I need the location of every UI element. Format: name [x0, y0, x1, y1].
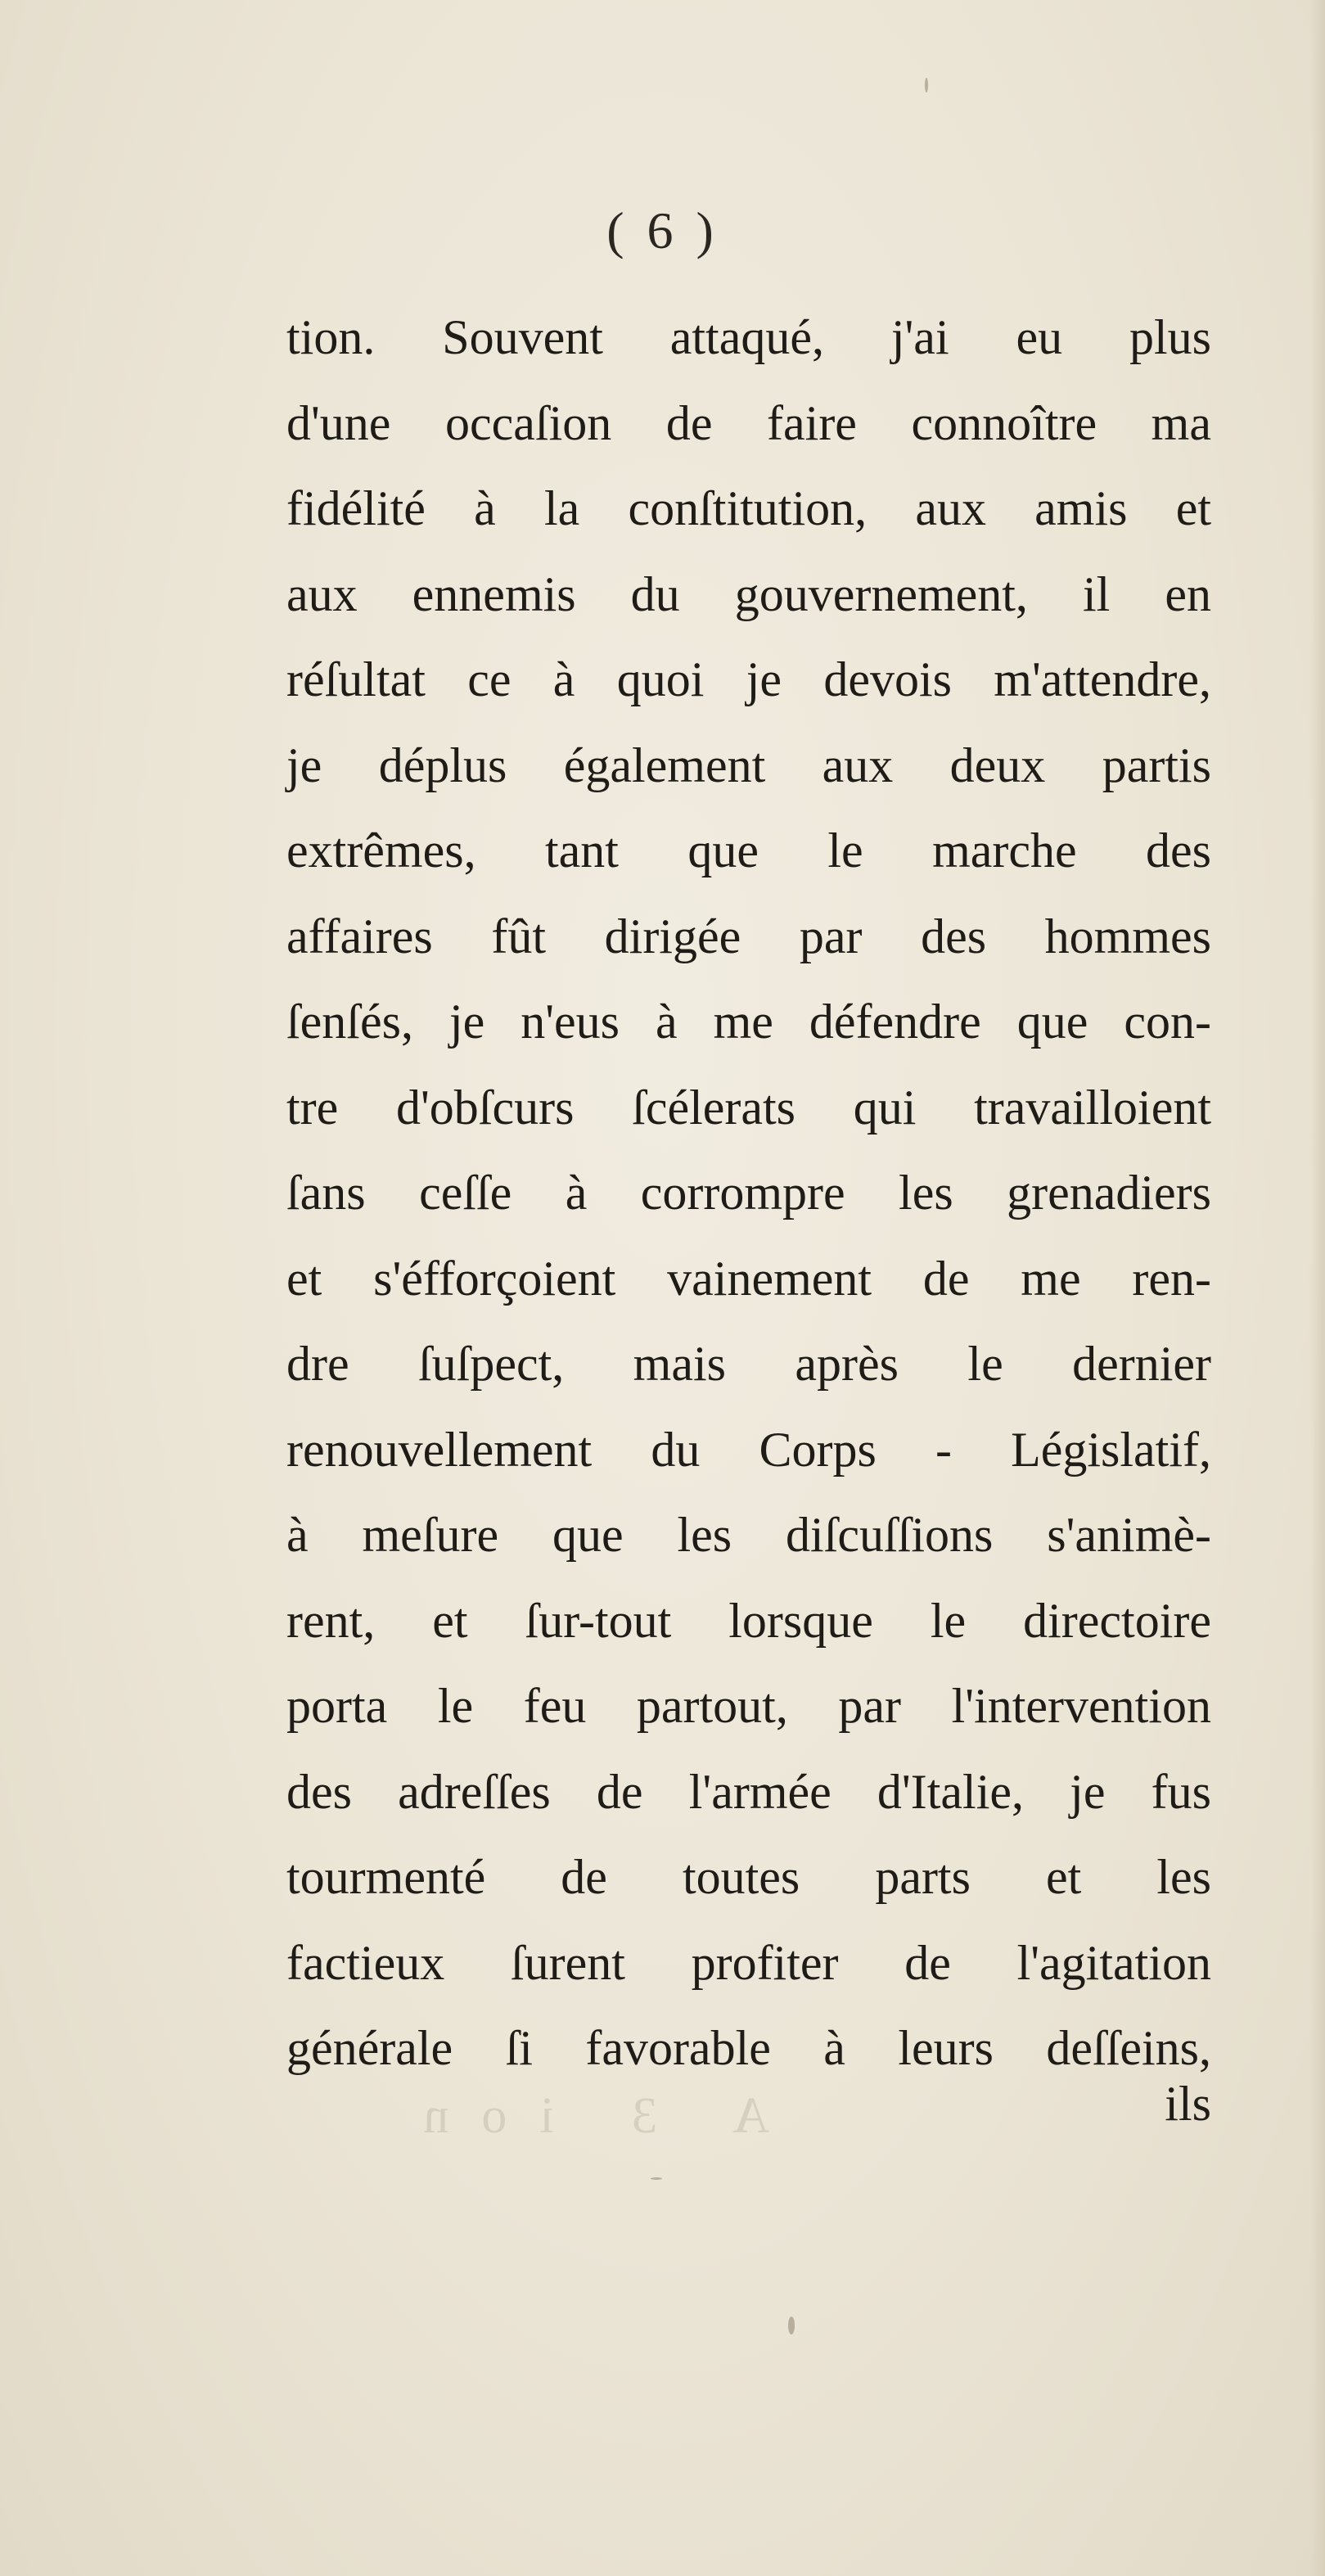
- text-line: tre d'obſcurs ſcélerats qui travailloient: [286, 1080, 1211, 1135]
- text-line: affaires fût dirigée par des hommes: [286, 909, 1211, 963]
- text-line: ſans ceſſe à corrompre les grenadiers: [286, 1166, 1211, 1220]
- text-line: et s'éfforçoient vainement de me ren-: [286, 1251, 1211, 1306]
- text-line: d'une occaſion de faire connoître ma: [286, 395, 1211, 450]
- text-line: des adreſſes de l'armée d'Italie, je fus: [286, 1764, 1211, 1819]
- text-line: tion. Souvent attaqué, j'ai eu plus: [286, 310, 1211, 364]
- show-through-text: A 3 ion: [390, 2088, 769, 2144]
- catchword: ils: [1165, 2077, 1211, 2131]
- text-line: fidélité à la conſtitution, aux amis et: [286, 481, 1211, 535]
- text-line: générale ſi favorable à leurs deſſeins,: [286, 2021, 1211, 2075]
- text-line: ſenſés, je n'eus à me défendre que con-: [286, 995, 1211, 1049]
- paper-speck: [651, 2177, 662, 2180]
- paper-speck: [788, 2317, 795, 2335]
- body-text: [286, 295, 1211, 2091]
- text-line: tourmenté de toutes parts et les: [286, 1850, 1211, 1904]
- text-line: renouvellement du Corps - Législatif,: [286, 1422, 1211, 1477]
- text-line: extrêmes, tant que le marche des: [286, 823, 1211, 877]
- text-line: réſultat ce à quoi je devois m'attendre,: [286, 652, 1211, 706]
- text-line: dre ſuſpect, mais après le dernier: [286, 1337, 1211, 1391]
- text-line: à meſure que les diſcuſſions s'animè-: [286, 1508, 1211, 1562]
- page-edge-shadow: [1310, 0, 1325, 2576]
- text-line: rent, et ſur-tout lorsque le directoire: [286, 1593, 1211, 1648]
- text-line: porta le feu partout, par l'intervention: [286, 1679, 1211, 1733]
- text-line: je déplus également aux deux partis: [286, 738, 1211, 792]
- paper-speck: [925, 78, 928, 92]
- text-line: factieux ſurent profiter de l'agitation: [286, 1935, 1211, 1990]
- page-number: ( 6 ): [606, 201, 719, 259]
- text-line: aux ennemis du gouvernement, il en: [286, 566, 1211, 621]
